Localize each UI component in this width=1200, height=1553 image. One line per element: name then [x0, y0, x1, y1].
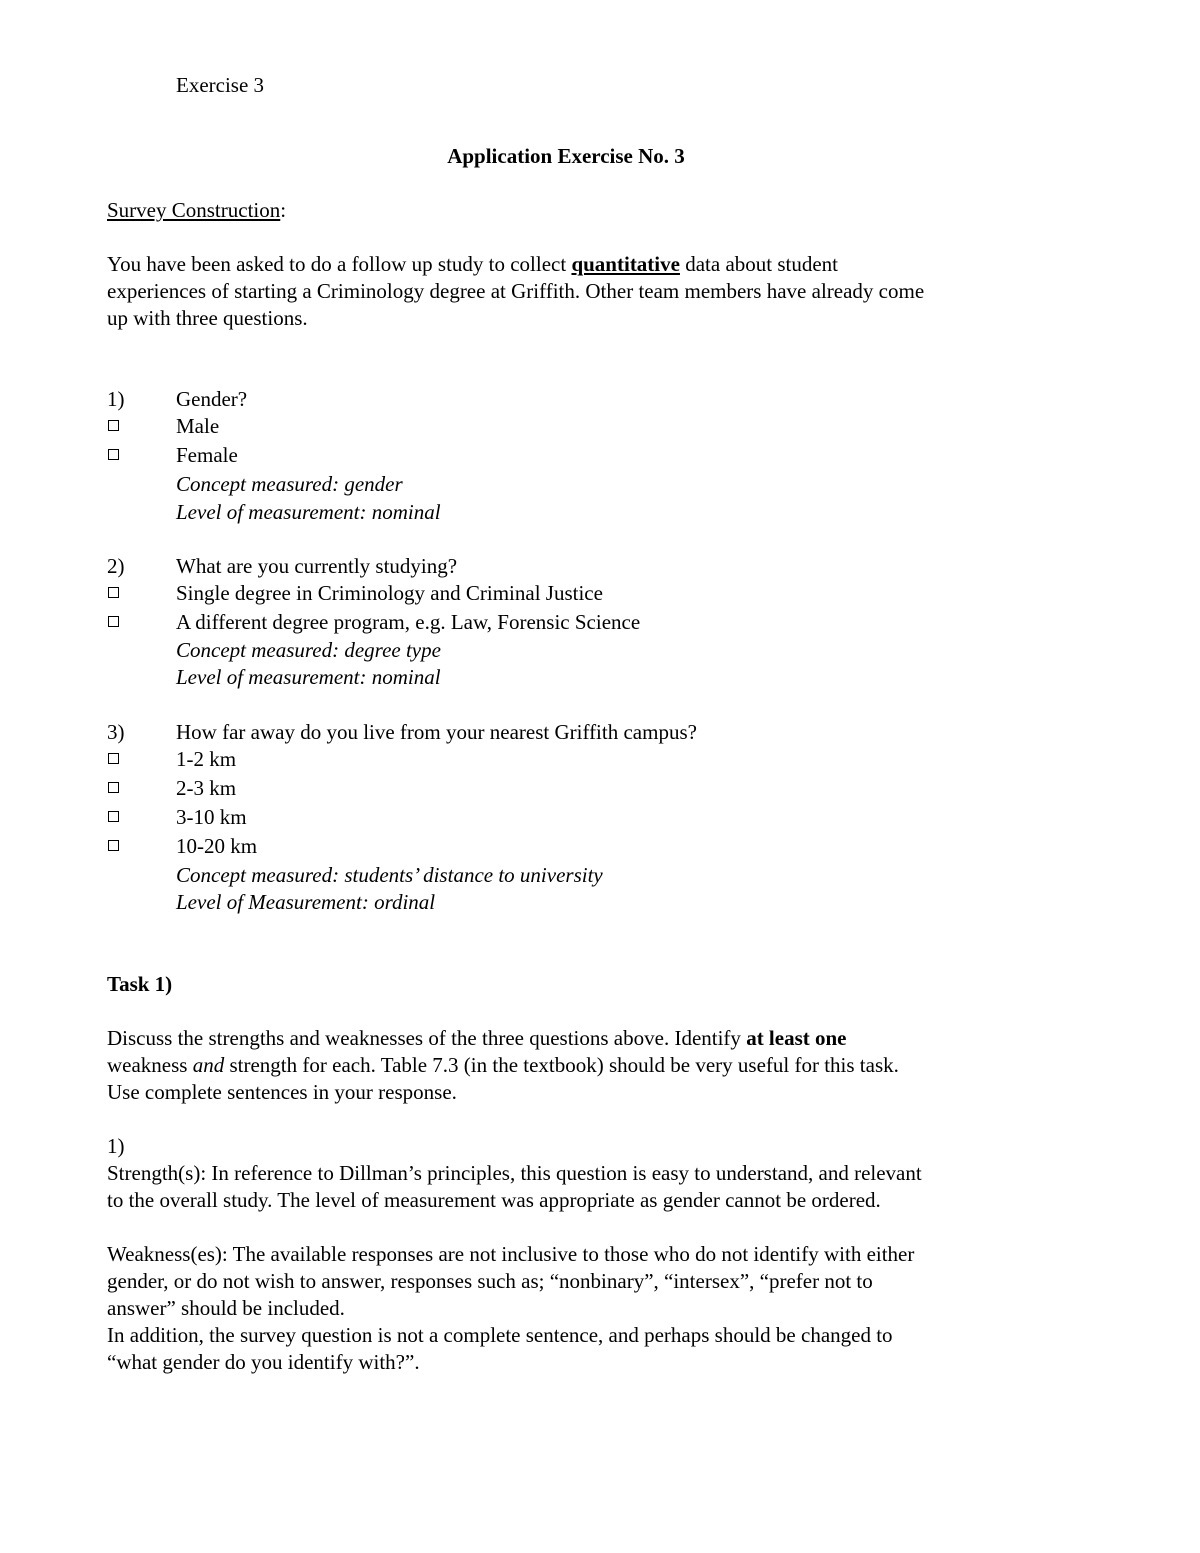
level-of-measurement: Level of Measurement: ordinal [176, 890, 436, 914]
strength-line-2: to the overall study. The level of measurement was appropriate as gender cannot be ordered. [107, 1188, 881, 1212]
weakness-line-1: Weakness(es): The available responses are not inclusive to those who do not identify with either [107, 1242, 915, 1266]
option-label: Male [176, 414, 220, 438]
weakness-line-3: answer” should be included. [107, 1296, 345, 1320]
answer-block [107, 1133, 1037, 1214]
option-label: 1-2 km [176, 747, 237, 771]
task-line-1 [107, 1025, 1037, 1052]
concept-measured: Concept measured: degree type [176, 638, 441, 662]
checkbox[interactable] [108, 753, 119, 764]
checkbox[interactable] [108, 616, 119, 627]
checkbox[interactable] [108, 782, 119, 793]
question-text: What are you currently studying? [176, 554, 458, 578]
task-heading: Task 1) [107, 972, 173, 996]
concept-measured: Concept measured: gender [176, 472, 403, 496]
checkbox[interactable] [108, 587, 119, 598]
option-label: 3-10 km [176, 805, 247, 829]
intro-line-2: experiences of starting a Criminology degree at Griffith. Other team members have already come [107, 279, 925, 303]
question-text: Gender? [176, 387, 248, 411]
question-text: How far away do you live from your nearest Griffith campus? [176, 720, 697, 744]
addition-line-1: In addition, the survey question is not a complete sentence, and perhaps should be changed to [107, 1323, 893, 1347]
option-label: 10-20 km [176, 834, 258, 858]
task-line-1-pre: Discuss the strengths and weaknesses of the three questions above. Identify [107, 1026, 747, 1050]
task-instructions [107, 1025, 1037, 1106]
answer-number: 1) [107, 1134, 125, 1158]
question-number: 1) [107, 387, 125, 411]
task-line-2-post: strength for each. Table 7.3 (in the textbook) should be very useful for this task. [224, 1053, 899, 1077]
option-label: Female [176, 443, 238, 467]
section-heading [107, 197, 286, 224]
page-title: Application Exercise No. 3 [447, 144, 685, 168]
task-italic: and [192, 1053, 225, 1077]
task-line-2 [107, 1052, 1037, 1079]
level-of-measurement: Level of measurement: nominal [176, 665, 441, 689]
option-label: Single degree in Criminology and Criminal Justice [176, 581, 603, 605]
checkbox[interactable] [108, 811, 119, 822]
strength-line-1: Strength(s): In reference to Dillman’s principles, this question is easy to understand, and relevant [107, 1161, 922, 1185]
intro-emphasis: quantitative [571, 252, 680, 276]
section-heading-text: Survey Construction [107, 198, 281, 222]
task-line-3: Use complete sentences in your response. [107, 1080, 457, 1104]
checkbox[interactable] [108, 840, 119, 851]
intro-line-3: up with three questions. [107, 306, 308, 330]
checkbox[interactable] [108, 449, 119, 460]
level-of-measurement: Level of measurement: nominal [176, 500, 441, 524]
weakness-block [107, 1241, 1037, 1376]
option-label: A different degree program, e.g. Law, Forensic Science [176, 610, 641, 634]
option-label: 2-3 km [176, 776, 237, 800]
checkbox[interactable] [108, 420, 119, 431]
concept-measured: Concept measured: students’ distance to university [176, 863, 603, 887]
question-number: 3) [107, 720, 125, 744]
section-heading-suffix: : [280, 198, 287, 222]
intro-line-1-post: data about student [679, 252, 839, 276]
question-number: 2) [107, 554, 125, 578]
task-line-2-pre: weakness [107, 1053, 193, 1077]
intro-line-1-pre: You have been asked to do a follow up study to collect [107, 252, 572, 276]
weakness-line-2: gender, or do not wish to answer, responses such as; “nonbinary”, “intersex”, “prefer not to [107, 1269, 873, 1293]
task-emphasis: at least one [746, 1026, 847, 1050]
intro-paragraph [107, 251, 1037, 332]
addition-line-2: “what gender do you identify with?”. [107, 1350, 420, 1374]
exercise-label: Exercise 3 [176, 73, 265, 97]
intro-line-1 [107, 251, 1037, 278]
